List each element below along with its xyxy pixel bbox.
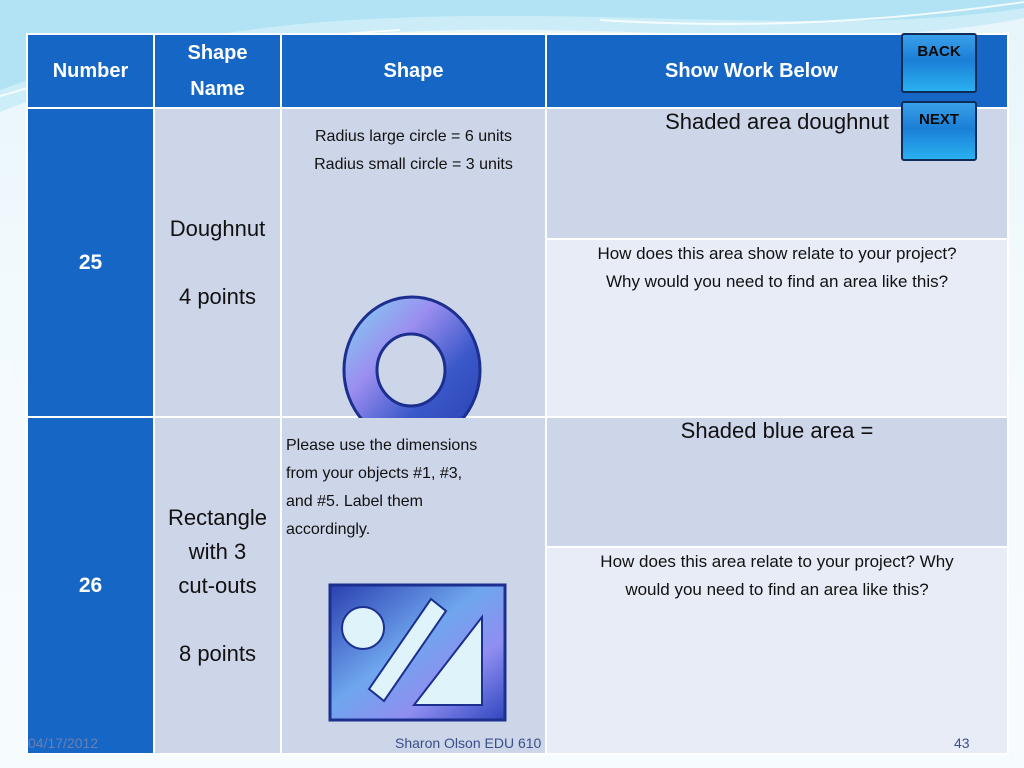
- shape-name-cell: [154, 417, 281, 754]
- table-row-26: [27, 417, 1008, 547]
- worksheet-table: [26, 33, 1009, 755]
- header-shape-name: [154, 34, 281, 108]
- shape-cell: [281, 108, 546, 417]
- header-number: Number: [27, 34, 154, 108]
- header-show-work: Show Work Below: [546, 34, 1008, 108]
- footer-author: Sharon Olson EDU 610: [395, 735, 542, 751]
- table-row-25: [27, 108, 1008, 238]
- footer-page-number: 43: [954, 735, 970, 751]
- shape-name: Doughnut: [169, 215, 266, 241]
- shape-cell: [281, 417, 546, 754]
- row-number: 26: [27, 417, 154, 754]
- shape-name-cell: [154, 108, 281, 417]
- shape-instruction-line: Please use the dimensions: [286, 437, 478, 455]
- shape-instruction-line: Radius small circle = 3 units: [314, 156, 513, 174]
- shape-instruction-line: from your objects #1, #3,: [286, 465, 463, 483]
- header-shape: Shape: [281, 34, 546, 108]
- shape-name: cut-outs: [178, 572, 257, 598]
- header-row: [27, 34, 1008, 108]
- question-line: Why would you need to find an area like this?: [605, 271, 949, 291]
- shape-instruction-line: accordingly.: [286, 521, 371, 539]
- header-shape-name-line2: Name: [190, 78, 245, 101]
- question-line: would you need to find an area like this?: [625, 580, 929, 600]
- work-area-title: Shaded area doughnut: [546, 108, 1008, 238]
- next-button[interactable]: NEXT: [901, 101, 977, 161]
- shape-points: 8 points: [178, 640, 257, 666]
- shape-name: with 3: [188, 538, 247, 564]
- shape-points: 4 points: [178, 283, 257, 309]
- question-line: How does this area relate to your project? Why: [600, 552, 954, 572]
- rectangle-cutouts-shape-icon: [328, 583, 508, 723]
- shape-name: Rectangle: [167, 504, 268, 530]
- row-number: 25: [27, 108, 154, 417]
- question-line: How does this area show relate to your project?: [597, 243, 957, 263]
- back-button[interactable]: BACK: [901, 33, 977, 93]
- reflection-question: [546, 547, 1008, 754]
- shape-instruction-line: Radius large circle = 6 units: [315, 128, 512, 146]
- reflection-question: [546, 239, 1008, 417]
- shape-instruction-line: and #5. Label them: [286, 493, 423, 511]
- footer-date: 04/17/2012: [28, 735, 99, 751]
- work-area-title: Shaded blue area =: [546, 417, 1008, 547]
- header-shape-name-line1: Shape: [187, 42, 248, 65]
